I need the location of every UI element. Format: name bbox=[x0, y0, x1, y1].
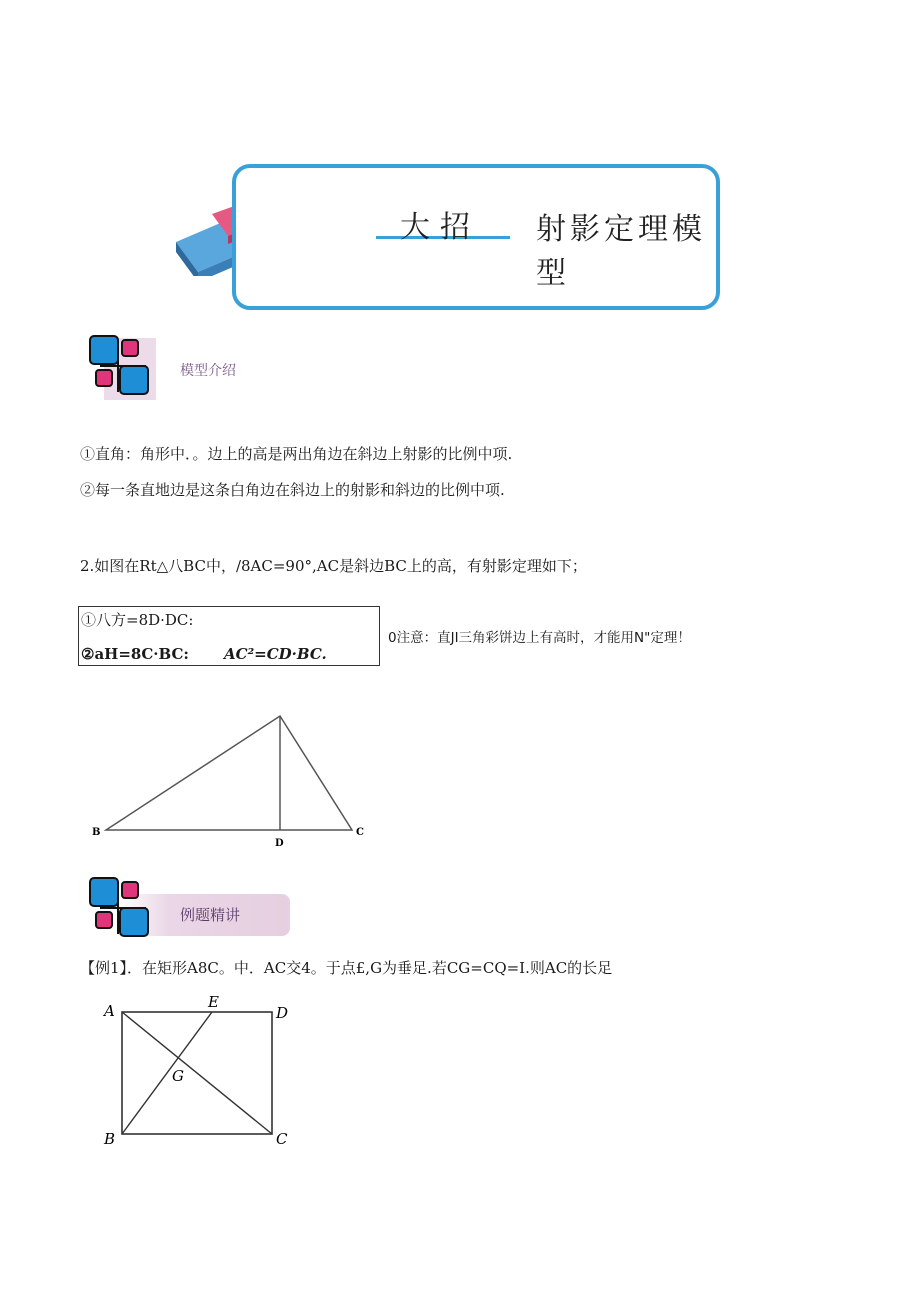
label-C: C bbox=[356, 827, 364, 838]
example-1-text: 【例1】．在矩形A8C。中．AC交4。于点£,G为垂足.若CG=CQ=I.则AC的长足 bbox=[80, 959, 613, 977]
theorem-note: 0注意：直JI三角彩饼边上有高时，才能用N"定理！ bbox=[388, 630, 691, 646]
formula-box bbox=[78, 606, 380, 666]
segment-BE bbox=[122, 1012, 212, 1134]
banner-title-right: 射影定理模型 bbox=[536, 212, 706, 291]
triangle-figure bbox=[88, 708, 378, 852]
banner-frame bbox=[232, 164, 720, 310]
label-C: C bbox=[276, 1130, 288, 1148]
formula-1: ①八方=8D·DC: bbox=[81, 611, 194, 629]
section-label-model: 模型介绍 bbox=[180, 363, 236, 379]
grid-squares-icon bbox=[86, 332, 156, 400]
triangle-outline bbox=[106, 716, 352, 830]
grid-squares-icon bbox=[86, 874, 156, 942]
intro-line-2: ②每一条直地边是这条白角边在斜边上的射影和斜边的比例中项. bbox=[80, 481, 505, 499]
diagonal-AC bbox=[122, 1012, 272, 1134]
label-G: G bbox=[172, 1067, 184, 1085]
label-E: E bbox=[208, 994, 219, 1011]
section-label-example: 例题精讲 bbox=[180, 906, 241, 924]
label-B: B bbox=[104, 1130, 116, 1148]
title-banner bbox=[172, 156, 718, 308]
theorem-statement: 2.如图在Rt△八BC中，/8AC=90°,AC是斜边BC上的高，有射影定理如下； bbox=[80, 557, 587, 575]
label-B: B bbox=[92, 827, 101, 838]
label-D: D bbox=[275, 838, 284, 849]
label-A: A bbox=[104, 1002, 115, 1020]
banner-title-left: 大招 bbox=[400, 210, 480, 245]
formula-2-right: AC²=CD·BC. bbox=[224, 645, 327, 663]
label-D: D bbox=[276, 1004, 289, 1022]
intro-line-1: ①直角：角形中．。边上的高是两出角边在斜边上射影的比例中项. bbox=[80, 445, 513, 463]
formula-2-left: ②aH=8C·BC: bbox=[81, 645, 189, 663]
rectangle-figure bbox=[98, 994, 300, 1154]
